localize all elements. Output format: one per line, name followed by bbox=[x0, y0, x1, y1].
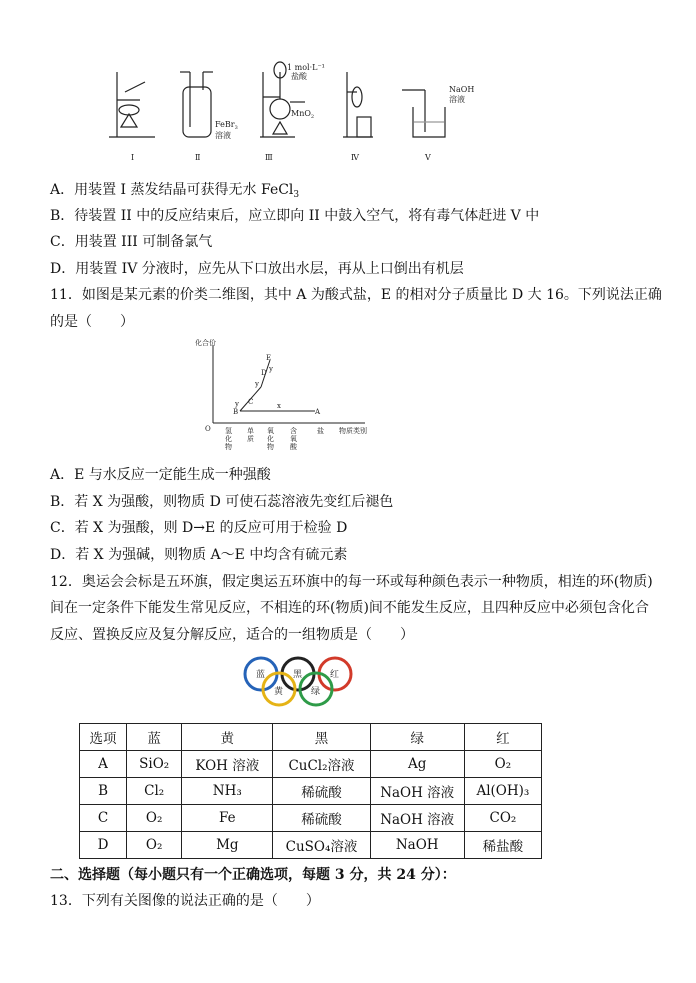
graph-category-char: 氧 bbox=[267, 427, 274, 435]
ring-label-black: 黑 bbox=[293, 670, 303, 680]
table-cell: NH₃ bbox=[182, 778, 273, 805]
graph-category-char: 质 bbox=[247, 435, 254, 443]
graph-ylabel: 化合价 bbox=[195, 339, 216, 347]
table-cell: NaOH 溶液 bbox=[370, 805, 464, 832]
q12-stem-line2: 间在一定条件下能发生常见反应，不相连的环(物质)间不能发生反应，且四种反应中必须包含化合 bbox=[50, 600, 649, 616]
apparatus-label-5: Ⅴ bbox=[425, 153, 431, 162]
q10-option-a: A．用装置 I 蒸发结晶可获得无水 FeCl$_3$ bbox=[50, 182, 300, 200]
q10-option-c: C．用装置 III 可制备氯气 bbox=[50, 234, 213, 250]
ring-label-green: 绿 bbox=[311, 687, 321, 697]
table-cell: O₂ bbox=[127, 832, 182, 859]
table-row bbox=[80, 778, 542, 805]
mno2-label: MnO$_2$ bbox=[291, 109, 315, 120]
table-cell: B bbox=[80, 778, 127, 805]
point-d: D bbox=[261, 369, 267, 377]
ring-label-yellow: 黄 bbox=[274, 687, 284, 697]
table-cell: CuCl₂溶液 bbox=[273, 751, 370, 778]
table-cell: NaOH 溶液 bbox=[370, 778, 464, 805]
q11-option-d: D．若 X 为强碱，则物质 A～E 中均含有硫元素 bbox=[50, 547, 348, 563]
section-2-heading: 二、选择题（每小题只有一个正确选项，每题 3 分，共 24 分）： bbox=[50, 867, 456, 883]
table-cell: Fe bbox=[182, 805, 273, 832]
q13-stem: 13．下列有关图像的说法正确的是（ ） bbox=[50, 893, 320, 909]
table-row bbox=[80, 832, 542, 859]
ring-label-red: 红 bbox=[330, 670, 340, 680]
naoh-label: NaOH bbox=[449, 85, 475, 94]
table-cell: A bbox=[80, 751, 127, 778]
naoh-sol-label: 溶液 bbox=[449, 95, 465, 104]
table-cell: Ag bbox=[370, 751, 464, 778]
table-cell: O₂ bbox=[127, 805, 182, 832]
point-c: C bbox=[248, 398, 254, 406]
q11-stem-line1: 11．如图是某元素的价类二维图，其中 A 为酸式盐，E 的相对分子质量比 D 大 16。下列说法正确 bbox=[50, 287, 662, 303]
table-cell: 稀硫酸 bbox=[273, 805, 370, 832]
table-cell: 稀硫酸 bbox=[273, 778, 370, 805]
febr3-sol-label: 溶液 bbox=[215, 131, 231, 140]
table-header-cell: 红 bbox=[464, 724, 541, 751]
valence-class-graph bbox=[195, 335, 375, 450]
graph-category-char: 含 bbox=[290, 427, 297, 435]
options-table bbox=[79, 723, 542, 859]
table-header-cell: 选项 bbox=[80, 724, 127, 751]
apparatus-label-3: Ⅲ bbox=[265, 153, 273, 162]
table-cell: NaOH bbox=[370, 832, 464, 859]
table-cell: O₂ bbox=[464, 751, 541, 778]
edge-y3: y bbox=[269, 365, 273, 373]
graph-xlabel: 物质类别 bbox=[339, 427, 367, 435]
table-header-cell: 黑 bbox=[273, 724, 370, 751]
point-b: B bbox=[233, 408, 239, 416]
ring-label-blue: 蓝 bbox=[256, 670, 266, 680]
q10-option-b: B．待装置 II 中的反应结束后，应立即向 II 中鼓入空气，将有毒气体赶进 V 中 bbox=[50, 208, 540, 224]
table-cell: 稀盐酸 bbox=[464, 832, 541, 859]
edge-y1: y bbox=[235, 400, 239, 408]
table-cell: SiO₂ bbox=[127, 751, 182, 778]
graph-category-char: 氧 bbox=[290, 435, 297, 443]
table-row bbox=[80, 805, 542, 832]
q11-option-b: B．若 X 为强酸，则物质 D 可使石蕊溶液先变红后褪色 bbox=[50, 494, 394, 510]
q11-option-a: A．E 与水反应一定能生成一种强酸 bbox=[50, 467, 271, 483]
table-header-row bbox=[80, 724, 542, 751]
edge-x: x bbox=[277, 402, 281, 410]
q11-option-c: C．若 X 为强酸，则 D→E 的反应可用于检验 D bbox=[50, 520, 348, 536]
graph-category-char: 化 bbox=[225, 435, 232, 443]
q11-stem-line2: 的是（ ） bbox=[50, 314, 134, 330]
graph-category-char: 物 bbox=[225, 443, 232, 450]
table-cell: C bbox=[80, 805, 127, 832]
point-a: A bbox=[315, 408, 321, 416]
graph-category-char: 单 bbox=[247, 427, 254, 435]
q10-option-d: D．用装置 IV 分液时，应先从下口放出水层，再从上口倒出有机层 bbox=[50, 261, 464, 277]
table-cell: CuSO₄溶液 bbox=[273, 832, 370, 859]
table-cell: KOH 溶液 bbox=[182, 751, 273, 778]
table-row bbox=[80, 751, 542, 778]
apparatus-figure bbox=[95, 52, 475, 167]
table-cell: Al(OH)₃ bbox=[464, 778, 541, 805]
febr3-label: FeBr$_3$ bbox=[215, 120, 238, 131]
table-header-cell: 黄 bbox=[182, 724, 273, 751]
table-header-cell: 绿 bbox=[370, 724, 464, 751]
q12-stem-line1: 12．奥运会会标是五环旗，假定奥运五环旗中的每一环或每种颜色表示一种物质，相连的环(物质) bbox=[50, 574, 653, 590]
table-header-cell: 蓝 bbox=[127, 724, 182, 751]
apparatus-label-2: Ⅱ bbox=[195, 153, 201, 162]
table-cell: Mg bbox=[182, 832, 273, 859]
graph-category-char: 物 bbox=[267, 443, 274, 450]
hcl-label: 盐酸 bbox=[291, 72, 307, 81]
graph-category-char: 酸 bbox=[290, 443, 297, 450]
graph-origin: O bbox=[205, 425, 211, 433]
table-cell: Cl₂ bbox=[127, 778, 182, 805]
graph-category-char: 氢 bbox=[225, 427, 232, 435]
table-cell: CO₂ bbox=[464, 805, 541, 832]
point-e: E bbox=[266, 354, 272, 362]
table-cell: D bbox=[80, 832, 127, 859]
apparatus-label-1: Ⅰ bbox=[131, 153, 135, 162]
graph-cat-salt: 盐 bbox=[317, 427, 324, 435]
conc-label: 1 mol·L⁻¹ bbox=[287, 63, 325, 72]
graph-category-char: 化 bbox=[267, 435, 274, 443]
apparatus-label-4: Ⅳ bbox=[351, 153, 359, 162]
q12-stem-line3: 反应、置换反应及复分解反应，适合的一组物质是（ ） bbox=[50, 627, 414, 643]
edge-y2: y bbox=[255, 380, 259, 388]
olympic-rings bbox=[240, 654, 356, 710]
